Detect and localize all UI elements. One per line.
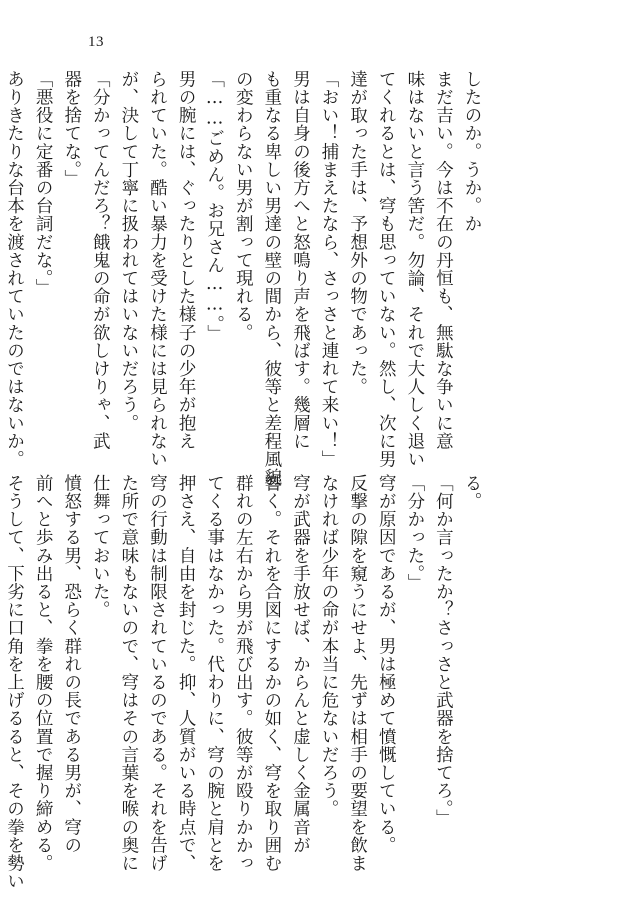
text-line: る。 <box>462 474 482 511</box>
text-line: 「何か言ったか？さっさと武器を捨てろ。」 <box>433 474 454 828</box>
text-line: 前へと歩み出ると、拳を腰の位置で握り締める。 <box>33 474 54 873</box>
lower-text-block <box>4 474 486 891</box>
upper-text-block <box>4 70 486 487</box>
text-line: 味はないと言う筈だ。勿論、それで大人しく退い <box>404 70 425 469</box>
text-line: 男の腕には、ぐったりとした様子の少年が抱え <box>176 70 197 451</box>
text-line: 「悪役に定番の台詞だな。」 <box>33 70 54 297</box>
text-line: が、決して丁寧に扱われてはいないだろう。 <box>118 70 139 432</box>
text-line: 穹の行動は制限されているのである。それを告げ <box>147 474 168 873</box>
text-line: ありきたりな台本を渡されていたのではないか。 <box>4 70 25 469</box>
text-line: そうして、下劣に口角を上げるると、その拳を勢い <box>4 474 25 891</box>
text-line: も重なる卑しい男達の壁の間から、彼等と差程風貌 <box>261 70 282 487</box>
text-line: 穹が武器を手放せば、からんと虚しく金属音が <box>290 474 311 855</box>
text-line: まだ吉い。今は不在の丹恒も、無駄な争いに意 <box>433 70 454 451</box>
text-line: 「分かった。」 <box>404 474 425 592</box>
text-line: 反撃の隙を窺うにせよ、先ずは相手の要望を飲ま <box>347 474 368 873</box>
text-line: てくる事はなかった。代わりに、穹の腕と肩とを <box>204 474 225 873</box>
text-line: 「分かってんだろ？餓鬼の命が欲しけりゃ、武 <box>90 70 111 451</box>
text-line: 群れの左右から男が飛び出す。彼等が殴りかかっ <box>233 474 254 873</box>
text-line: 「……ごめん。お兄さん……。」 <box>204 70 225 343</box>
text-line: 穹が原因であるが、男は極めて憤慨している。 <box>376 474 397 855</box>
text-line: 男は自身の後方へと怒鳴り声を飛ばす。幾層に <box>290 70 311 451</box>
text-line: 憤怒する男、恐らく群れの長である男が、穹の <box>61 474 82 855</box>
text-line: 押さえ、自由を封じた。抑、人質がいる時点で、 <box>176 474 197 873</box>
text-line: 響く。それを合図にするかの如く、穹を取り囲む <box>261 474 282 873</box>
text-line: 仕舞っておいた。 <box>90 474 111 619</box>
text-line: られていた。酷い暴力を受けた様には見られない <box>147 70 168 469</box>
text-line: 「おい！捕まえたなら、さっさと連れて来い！」 <box>319 70 340 469</box>
text-line: 達が取った手は、予想外の物であった。 <box>347 70 368 396</box>
text-line: したのか。うか。か <box>462 70 482 233</box>
text-line: 器を捨てな。」 <box>61 70 82 188</box>
text-line: た所で意味もないので、穹はその言葉を喉の奥に <box>118 474 139 873</box>
text-line: なければ少年の命が本当に危ないだろう。 <box>319 474 340 818</box>
text-line: てくれるとは、穹も思っていない。然し、次に男 <box>376 70 397 469</box>
text-line: の変わらない男が割って現れる。 <box>233 70 254 342</box>
page-number: 13 <box>88 34 104 50</box>
